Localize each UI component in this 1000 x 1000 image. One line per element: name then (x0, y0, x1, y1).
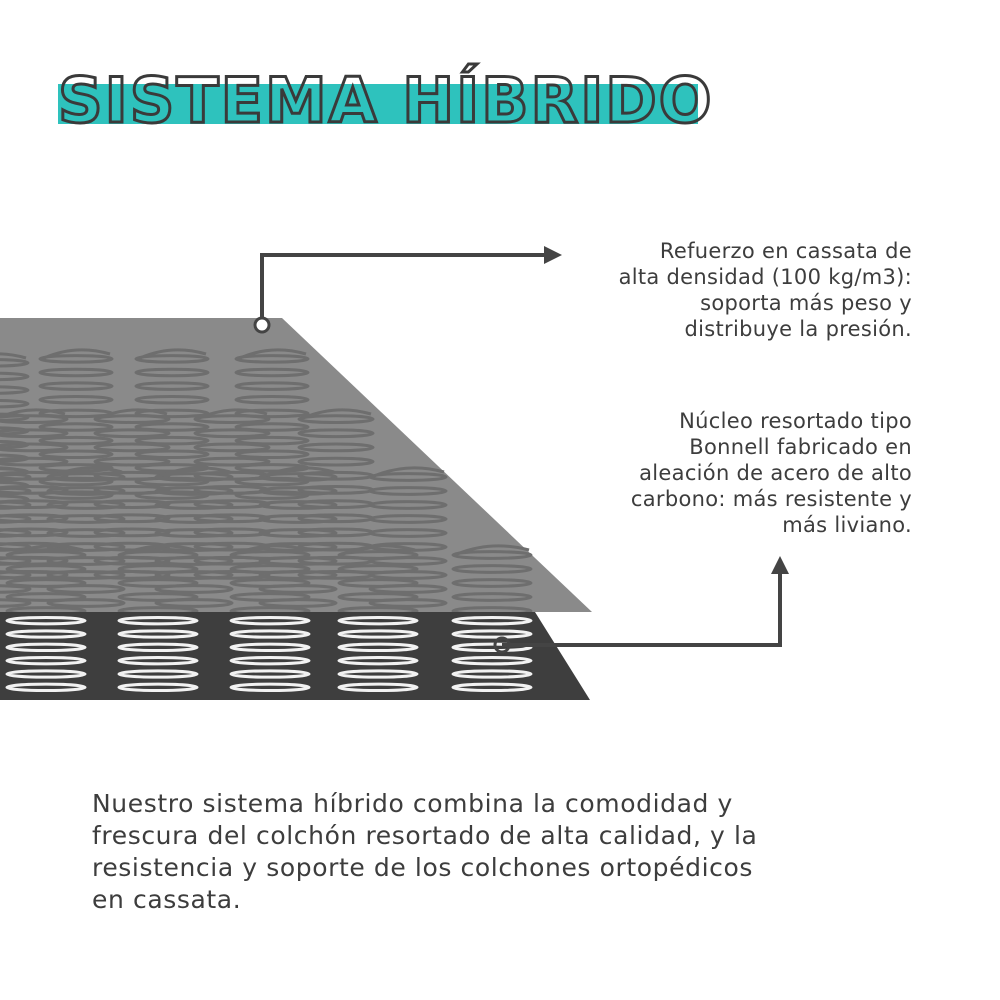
arrowhead-up (771, 556, 789, 574)
description-paragraph: Nuestro sistema híbrido combina la comodidad y frescura del colchón resortado de alta calidad, y la resistencia y soporte de los colchones ortopédicos en cassata. (92, 789, 758, 914)
arrowhead-right (544, 246, 562, 264)
connector-top-layer (262, 255, 548, 325)
page-title: SISTEMA HÍBRIDO (58, 64, 714, 137)
callout-spring-core-text: Núcleo resortado tipo Bonnell fabricado en aleación de acero de alto carbono: más resistente y más liviano. (630, 409, 912, 537)
callout-top-layer-text: Refuerzo en cassata de alta densidad (100 kg/m3): soporta más peso y distribuye la presión. (618, 239, 912, 341)
anchor-dot-top (255, 318, 269, 332)
